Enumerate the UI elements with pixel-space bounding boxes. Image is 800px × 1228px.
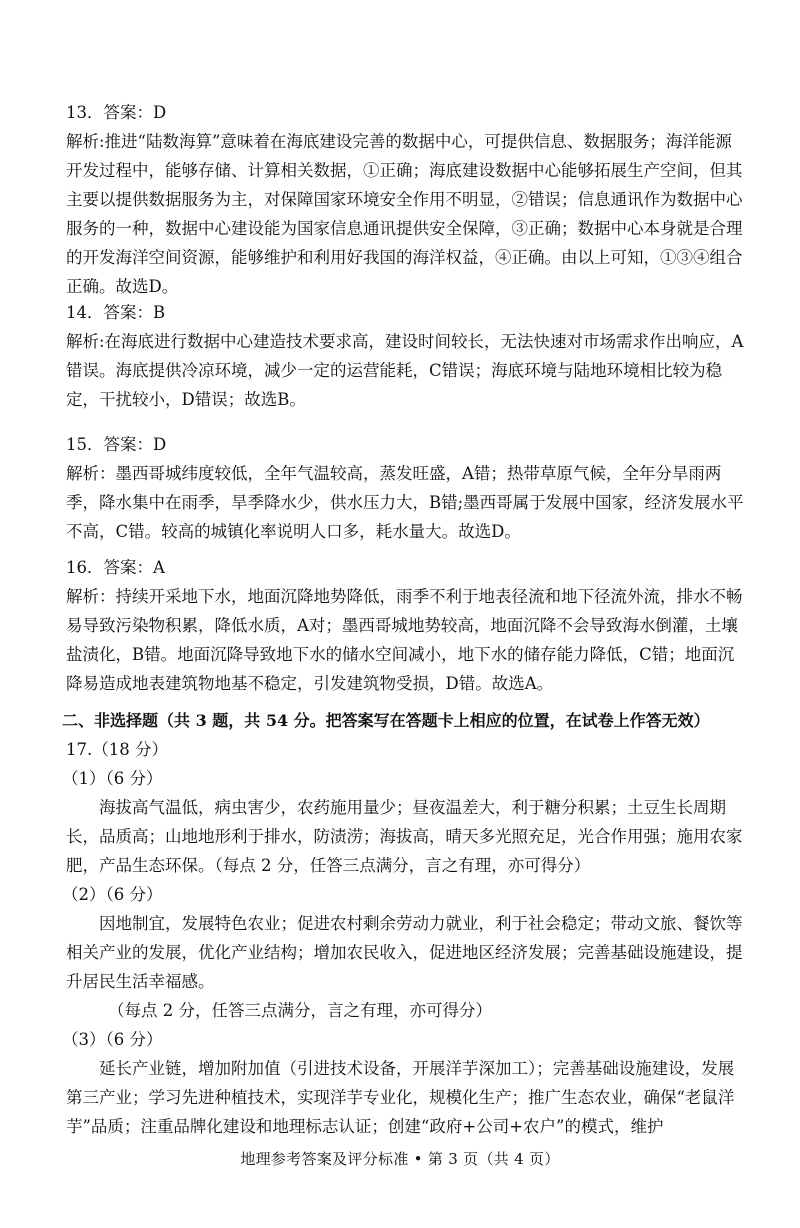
q17-part3-heading: （3）（6 分） (62, 1030, 163, 1049)
q14-heading: 14．答案：B (66, 303, 166, 322)
q15-heading: 15．答案：D (66, 435, 167, 454)
q17-part1-heading: （1）（6 分） (62, 769, 163, 788)
section-2-heading: 二、非选择题（共 3 题，共 54 分。把答案写在答题卡上相应的位置，在试卷上作答无效） (62, 711, 710, 730)
q15-analysis: 解析：墨西哥城纬度较低，全年气温较高，蒸发旺盛，A错；热带草原气候，全年分旱雨两季，降水集中在雨季，旱季降水少，供水压力大，B错;墨西哥属于发展中国家，经济发展水平不高，C错。较高的城镇化率说明人口多，耗水量大。故选D。 (66, 464, 744, 541)
page-footer: 地理参考答案及评分标准 • 第 3 页（共 4 页） (240, 1150, 560, 1168)
q17-part2-answer: 因地制宜，发展特色农业；促进农村剩余劳动力就业，利于社会稳定；带动文旅、餐饮等相关产业的发展，优化产业结构；增加农民收入，促进地区经济发展；完善基础设施建设，提升居民生活幸福感。 (66, 914, 743, 991)
q13-heading: 13．答案：D (66, 103, 167, 122)
q17-part2-scoring-note: （每点 2 分，任答三点满分，言之有理，亦可得分） (108, 1001, 492, 1020)
q13-analysis: 解析:推进“陆数海算”意味着在海底建设完善的数据中心，可提供信息、数据服务；海洋能源开发过程中，能够存储、计算相关数据，①正确；海底建设数据中心能够拓展生产空间，但其主要以提供数据服务为主，对保障国家环境安全作用不明显，②错误；信息通讯作为数据中心服务的一种，数据中心建设能为国家信息通讯提供安全保障，③正确；数据中心本身就是合理的开发海洋空间资源，能够维护和利用好我国的海洋权益，④正确。由以上可知，①③④组合正确。故选D。 (66, 132, 743, 296)
q17-heading: 17.（18 分） (66, 740, 168, 759)
q17-part2-heading: （2）（6 分） (62, 885, 163, 904)
q17-part1-answer: 海拔高气温低，病虫害少，农药施用量少；昼夜温差大，利于糖分积累；土豆生长周期长，品质高；山地地形利于排水，防渍涝；海拔高，晴天多光照充足，光合作用强；施用农家肥，产品生态环保。（每点 2 分，任答三点满分，言之有理，亦可得分） (66, 798, 743, 875)
q17-part3-answer: 延长产业链，增加附加值（引进技术设备，开展洋芋深加工）；完善基础设施建设，发展第三产业；学习先进种植技术，实现洋芋专业化，规模化生产；推广生态农业，确保“老鼠洋芋”品质；注重品牌化建设和地理标志认证；创建“政府+公司+农户”的模式，维护 (66, 1059, 735, 1136)
q16-heading: 16．答案：A (66, 558, 165, 577)
q16-analysis: 解析：持续开采地下水，地面沉降地势降低，雨季不利于地表径流和地下径流外流，排水不畅易导致污染物积累，降低水质，A对；墨西哥城地势较高，地面沉降不会导致海水倒灌，土壤盐渍化，B错。地面沉降导致地下水的储水空间减小，地下水的储存能力降低，C错；地面沉降易造成地表建筑物地基不稳定，引发建筑物受损，D错。故选A。 (66, 587, 743, 693)
q14-analysis: 解析:在海底进行数据中心建造技术要求高，建设时间较长，无法快速对市场需求作出响应，A错误。海底提供冷凉环境，减少一定的运营能耗，C错误；海底环境与陆地环境相比较为稳定，干扰较小，D错误；故选B。 (66, 332, 744, 409)
